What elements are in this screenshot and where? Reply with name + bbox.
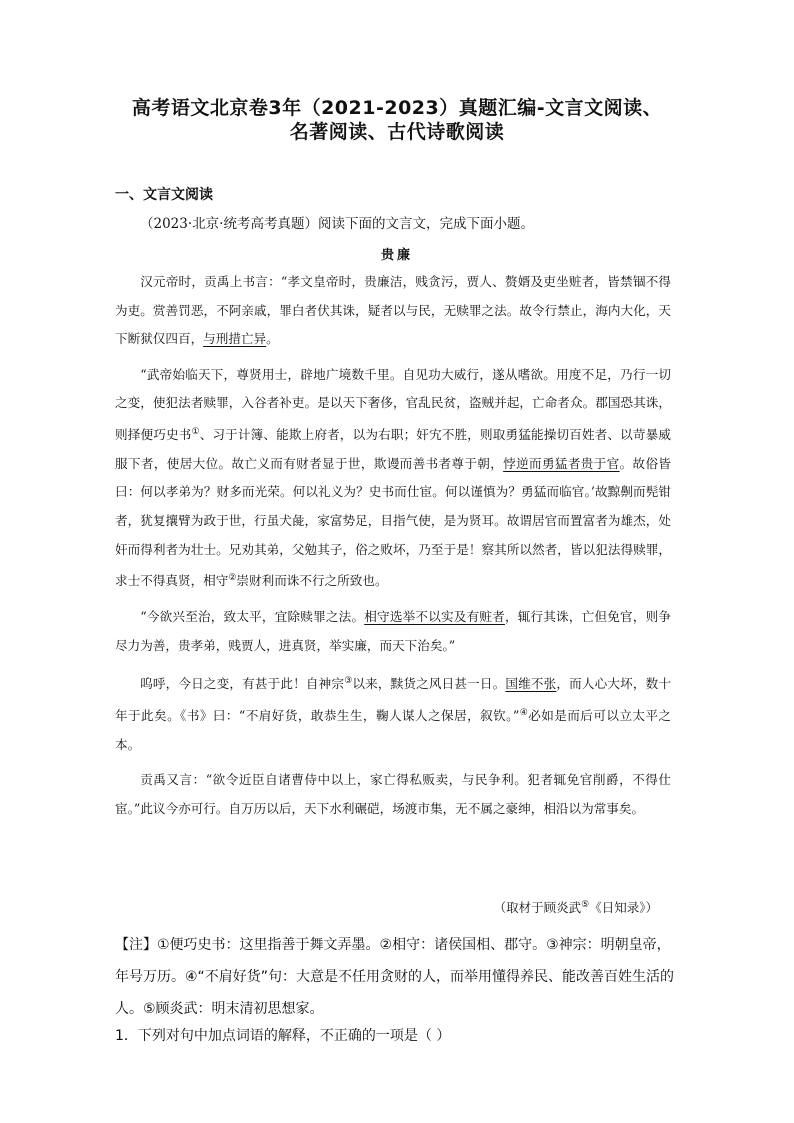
footnote-marker: ① <box>191 426 200 437</box>
document-title-line1: 高考语文北京卷3年（2021-2023）真题汇编-文言文阅读、 <box>131 97 663 119</box>
passage-paragraph: “今欲兴至治，致太平，宜除赎罪之法。相守选举不以实及有赃者，辄行其诛，亡但免官，则争尽力为善，贵孝弟，贱贾人，进真贤，举实廉，而天下治矣。” <box>115 608 672 653</box>
section-heading: 一、文言文阅读 <box>115 187 213 203</box>
footnote-marker: ③ <box>344 676 353 687</box>
footnote-marker: ② <box>228 573 237 584</box>
passage-paragraph: 汉元帝时，贡禹上书言：“孝文皇帝时，贵廉洁，贱贪污，贾人、赘婿及吏坐赃者，皆禁锢不得为吏。赏善罚恶，不阿亲戚，罪白者伏其诛，疑者以与民，无赎罪之法。故令行禁止，海内大化，天下断狱仅四百，与刑措亡异。 <box>115 274 671 347</box>
footnote-marker: ⑤ <box>581 899 590 910</box>
passage-paragraph: 贡禹又言：“欲令近臣自诸曹侍中以上，家亡得私贩卖，与民争利。犯者辄免官削爵，不得仕宦。”此议今亦可行。自万历以后，天下水利碾硙，场渡市集，无不属之豪绅，相沿以为常事矣。 <box>115 772 671 816</box>
underlined-phrase: 国维不张 <box>505 676 557 692</box>
footnote-marker: ④ <box>519 707 529 718</box>
underlined-phrase: 与刑措亡异 <box>203 331 267 347</box>
passage-body <box>115 268 671 830</box>
section-intro: （2023·北京·统考高考真题）阅读下面的文言文，完成下面小题。 <box>140 216 534 232</box>
question-1: 1．下列对句中加点词语的解释，不正确的一项是（ ） <box>115 1028 451 1044</box>
source-citation: （取材于顾炎武⑤《日知录》） <box>493 899 658 915</box>
underlined-phrase: 相守选举不以实及有赃者 <box>364 608 505 624</box>
annotation-notes <box>115 929 680 1025</box>
document-title-line2: 名著阅读、古代诗歌阅读 <box>289 121 505 143</box>
notes-text: 【注】①便巧史书：这里指善于舞文弄墨。②相守：诸侯国相、郡守。③神宗：明朝皇帝，年号万历。④“不肩好货”句：大意是不任用贪财的人，而举用懂得养民、能改善百姓生活的人。⑤顾炎武：明末清初思想家。 <box>115 937 675 1017</box>
passage-paragraph: “武帝始临天下，尊贤用士，辟地广境数千里。自见功大威行，遂从嗜欲。用度不足，乃行一切之变，使犯法者赎罪，入谷者补吏。是以天下奢侈，官乱民贫，盗贼并起，亡命者众。郡国恐其诛，则择便巧史书①、习于计簿、能欺上府者，以为右职；奸宄不胜，则取勇猛能操切百姓者、以苛暴威服下者，使居大位。故亡义而有财者显于世，欺谩而善书者尊于朝，悖逆而勇猛者贵于官。故俗皆曰：何以孝弟为？财多而光荣。何以礼义为？史书而仕宦。何以谨慎为？勇猛而临官。’故黥劓而髡钳者，犹复攘臂为政于世，行虽犬彘，家富势足，目指气使，是为贤耳。故谓居官而置富者为雄杰，处奸而得利者为壮士。兄劝其弟，父勉其子，俗之败坏，乃至于是！察其所以然者，皆以犯法得赎罪，求士不得真贤，相守②崇财利而诛不行之所致也。 <box>115 366 672 589</box>
passage-paragraph: 呜呼，今日之变，有甚于此！自神宗③以来，黩货之风日甚一日。国维不张，而人心大坏，数十年于此矣。《书》曰：“不肩好货，敢恭生生，鞠人谋人之保居，叙钦。”④必如是而后可以立太平之本。 <box>115 676 672 752</box>
passage-title: 贵廉 <box>380 248 413 263</box>
underlined-phrase: 悖逆而勇猛者贵于官 <box>503 455 620 471</box>
